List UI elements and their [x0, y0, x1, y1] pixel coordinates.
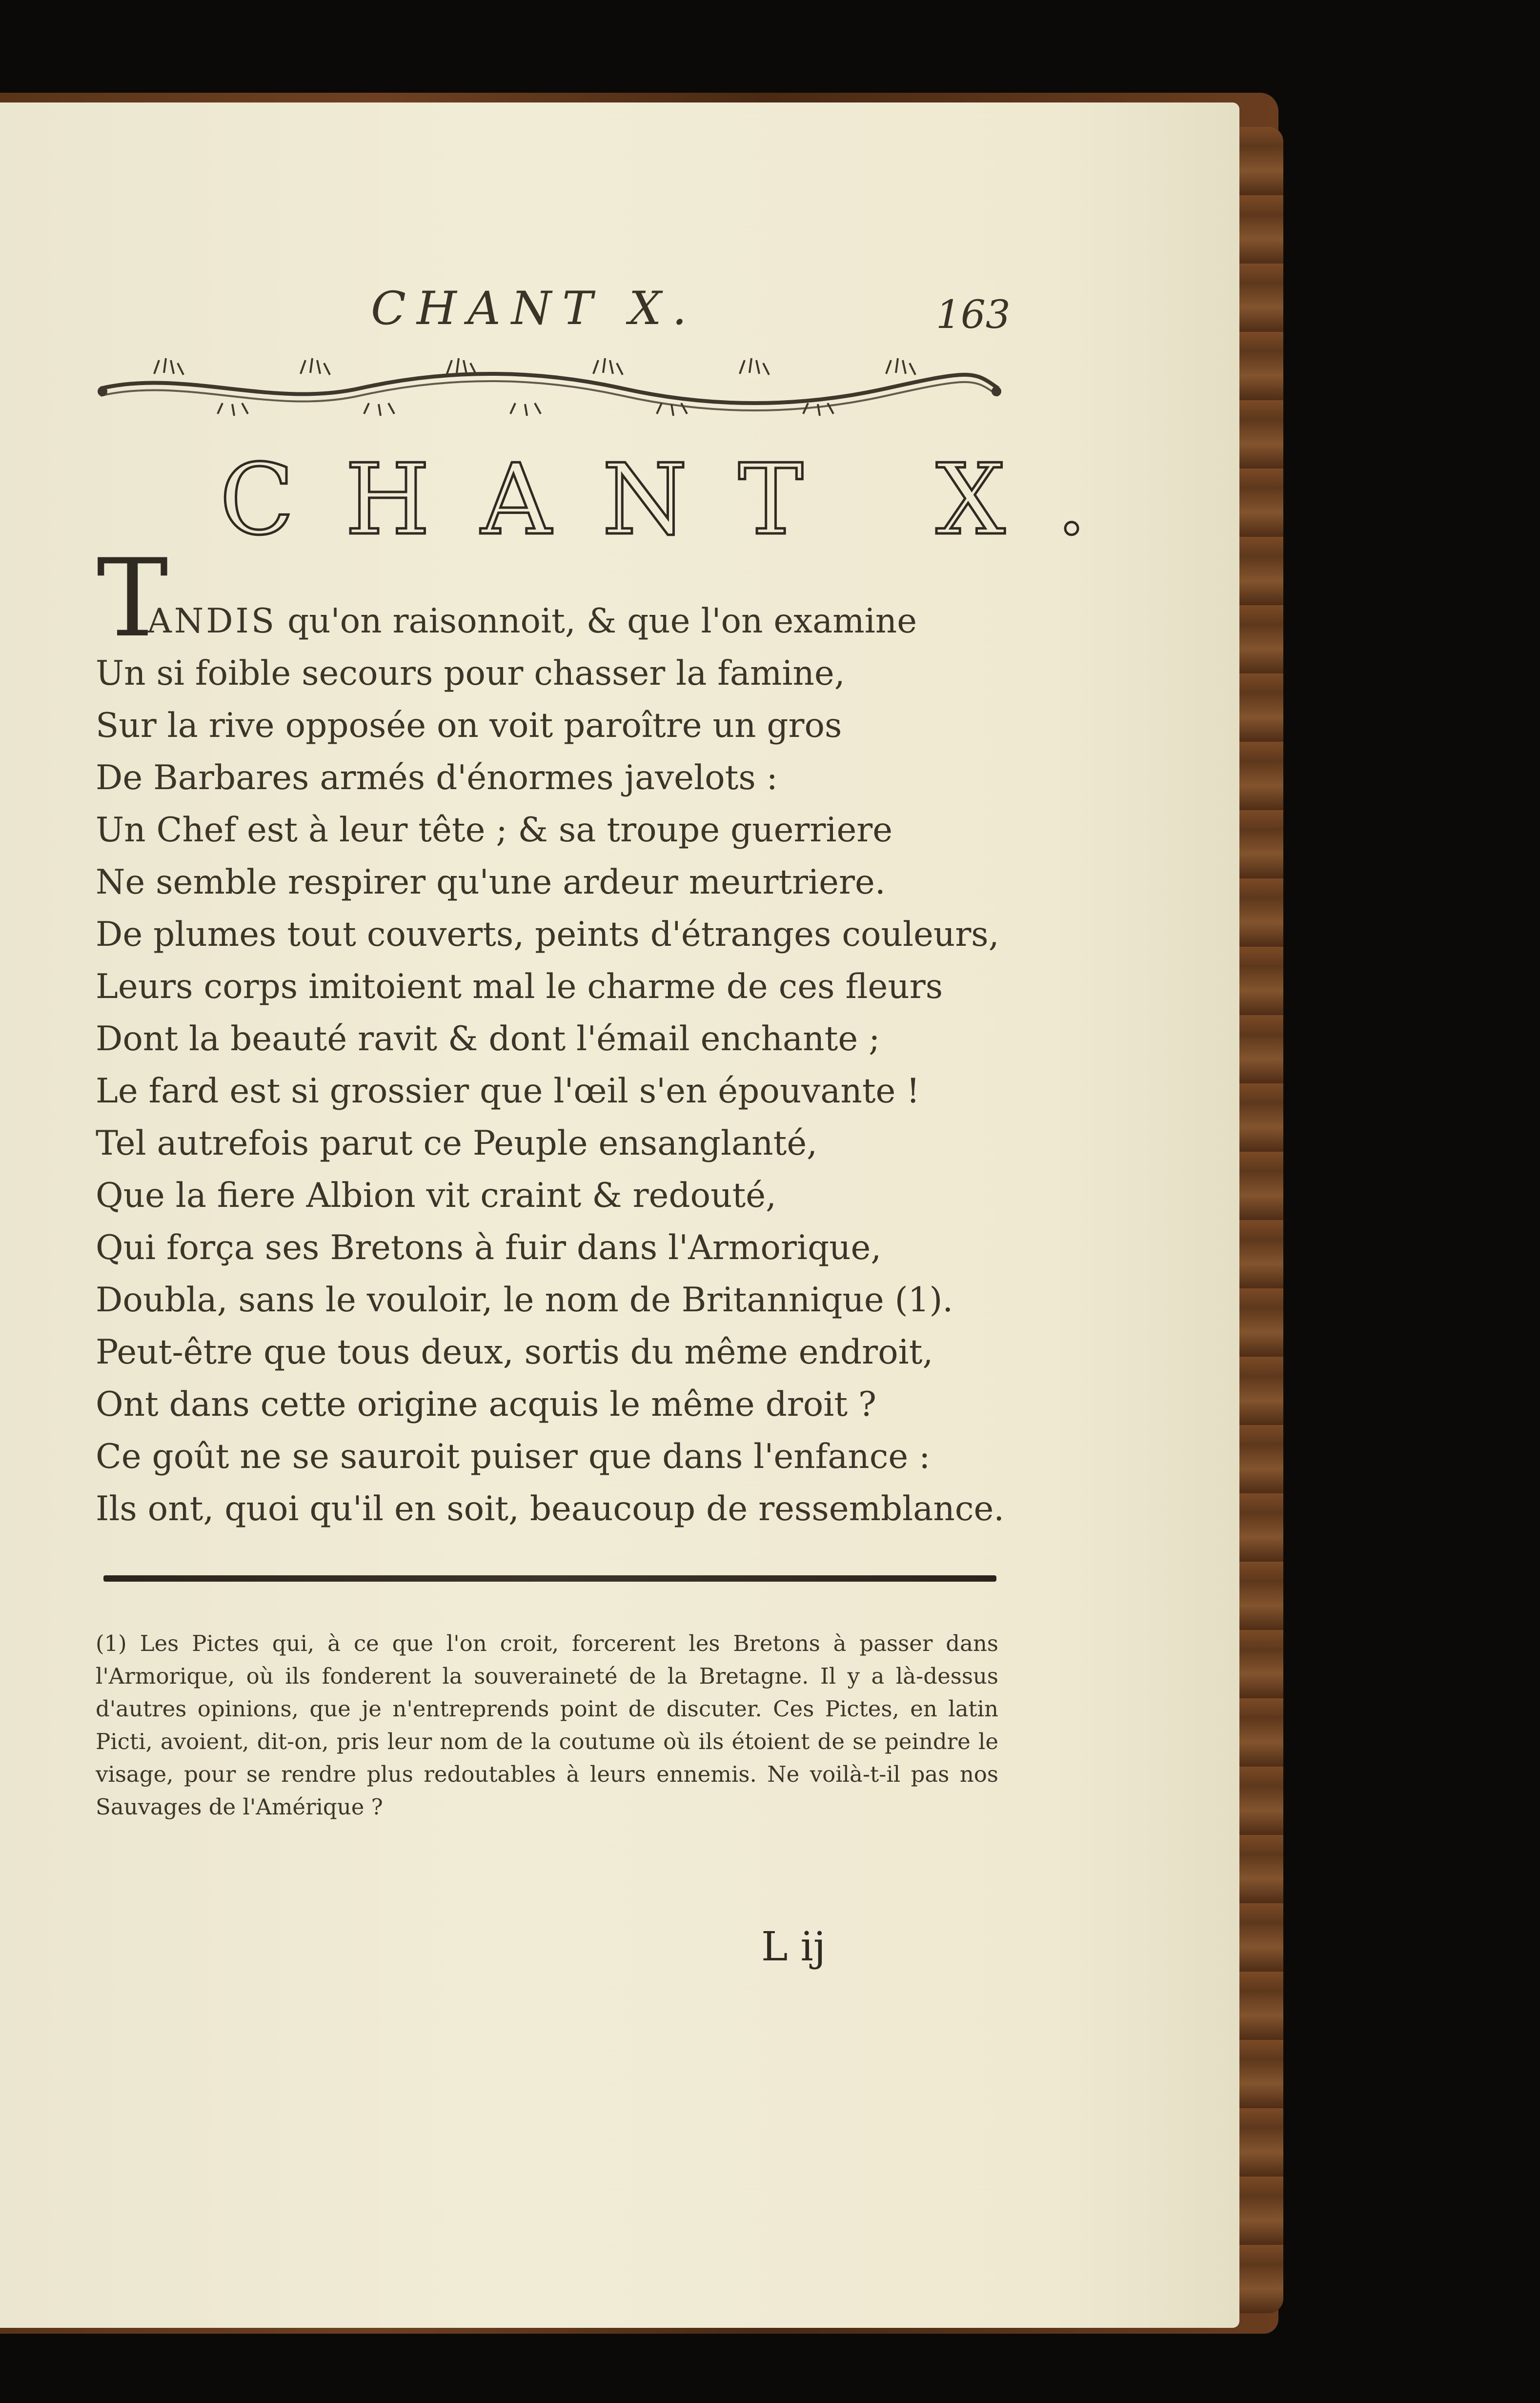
verse-line: Doubla, sans le vouloir, le nom de Britannique (1). [96, 1281, 953, 1320]
verse-line: De plumes tout couverts, peints d'étranges couleurs, [96, 915, 999, 954]
footnote: (1) Les Pictes qui, à ce que l'on croit, forcerent les Bretons à passer dans l'Armorique, où ils fonderent la souveraineté de la Bretagne. Il y a là-dessus d'autres opinions, que je n'entreprends point de discuter. Ces Pictes, en latin Picti, avoient, dit-on, pris leur nom de la coutume où ils étoient de se peindre le visage, pour se rendre plus redoutables à leurs ennemis. Ne voilà-t-il pas nos Sauvages de l'Amérique ? [96, 1630, 998, 1820]
verse-block [96, 595, 1013, 1535]
verse-line-text: qu'on raisonnoit, & que l'on examine [287, 602, 917, 641]
running-title: CHANT X. [371, 282, 698, 335]
verse-line: Ne semble respirer qu'une ardeur meurtriere. [96, 863, 886, 902]
verse-line: Peut-être que tous deux, sortis du même endroit, [96, 1333, 933, 1372]
verse-line: Tel autrefois parut ce Peuple ensanglanté, [96, 1124, 818, 1163]
drop-cap: T [97, 536, 168, 661]
footnote-divider [103, 1575, 996, 1582]
verse-line: Ont dans cette origine acquis le même droit ? [96, 1385, 877, 1424]
verse-line: Ils ont, quoi qu'il en soit, beaucoup de ressemblance. [96, 1489, 1005, 1528]
page-number: 163 [936, 292, 1011, 337]
verse-line: De Barbares armés d'énormes javelots : [96, 758, 778, 797]
chapter-heading: CHANT X. [220, 443, 1138, 557]
decorative-vine-ornament-icon [96, 354, 1003, 418]
first-word-rest: ANDIS [147, 602, 277, 641]
verse-line: Sur la rive opposée on voit paroître un gros [96, 706, 842, 745]
verse-line: Un Chef est à leur tête ; & sa troupe guerriere [96, 811, 893, 850]
verse-line: Un si foible secours pour chasser la famine, [96, 654, 845, 693]
verse-line: Dont la beauté ravit & dont l'émail enchante ; [96, 1019, 880, 1059]
verse-line: Ce goût ne se sauroit puiser que dans l'enfance : [96, 1437, 931, 1476]
verse-line: Le fard est si grossier que l'œil s'en épouvante ! [96, 1072, 920, 1111]
verse-line: Leurs corps imitoient mal le charme de ces fleurs [96, 967, 943, 1006]
signature-mark: L ij [761, 1924, 826, 1970]
verse-line [96, 595, 1013, 648]
verse-line: Qui força ses Bretons à fuir dans l'Armorique, [96, 1228, 882, 1267]
verse-line: Que la fiere Albion vit craint & redouté, [96, 1176, 777, 1215]
